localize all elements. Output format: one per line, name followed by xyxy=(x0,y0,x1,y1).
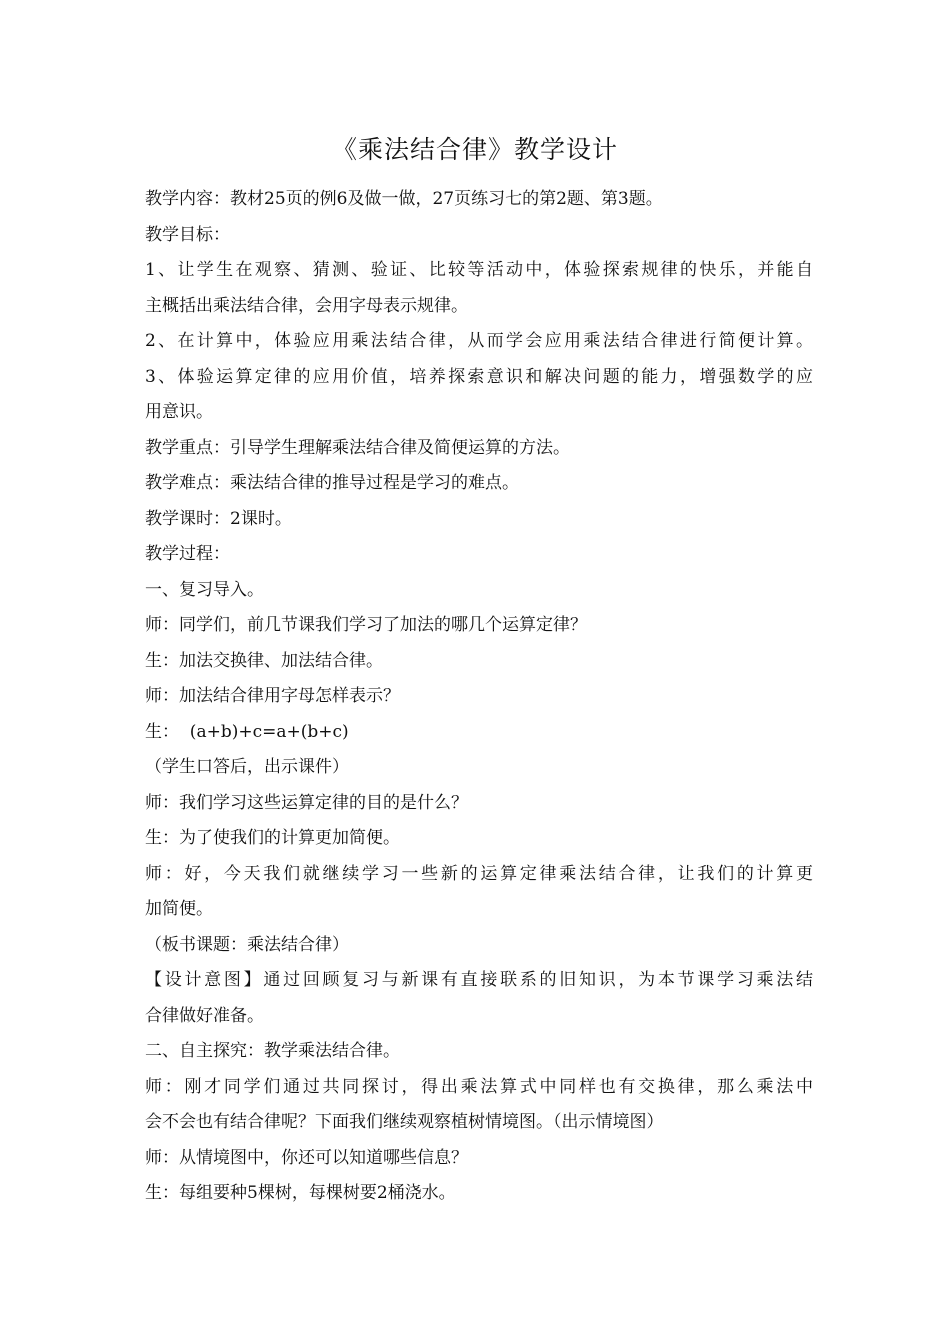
line-objective-3b: 用意识。 xyxy=(145,402,213,422)
line-design-intent: 【设计意图】通过回顾复习与新课有直接联系的旧知识，为本节课学习乘法结 xyxy=(145,970,813,990)
line-section-2-heading: 二、自主探究：教学乘法结合律。 xyxy=(145,1041,400,1061)
line-objective-3a: 3、体验运算定律的应用价值，培养探索意识和解决问题的能力，增强数学的应 xyxy=(145,366,813,387)
line-dialogue: 生：每组要种5棵树，每棵树要2桶浇水。 xyxy=(145,1183,456,1203)
line-formula: 生： (a+b)+c=a+(b+c) xyxy=(145,721,349,742)
line-dialogue: 生：加法交换律、加法结合律。 xyxy=(145,650,383,671)
line-key-points: 教学重点：引导学生理解乘法结合律及简便运算的方法。 xyxy=(145,437,570,458)
line-dialogue: 加简便。 xyxy=(145,899,213,919)
line-dialogue: 师：同学们，前几节课我们学习了加法的哪几个运算定律？ xyxy=(145,615,587,635)
line-difficulties: 教学难点：乘法结合律的推导过程是学习的难点。 xyxy=(145,473,519,493)
line-stage-note: （学生口答后，出示课件） xyxy=(145,757,349,777)
line-dialogue: 生：为了使我们的计算更加简便。 xyxy=(145,828,400,848)
line-objective-1b: 主概括出乘法结合律，会用字母表示规律。 xyxy=(145,295,468,316)
line-section-1-heading: 一、复习导入。 xyxy=(145,579,264,600)
line-dialogue: 师：刚才同学们通过共同探讨，得出乘法算式中同样也有交换律，那么乘法中 xyxy=(145,1076,813,1097)
line-objective-1a: 1、让学生在观察、猜测、验证、比较等活动中，体验探索规律的快乐，并能自 xyxy=(145,260,813,280)
line-design-intent: 合律做好准备。 xyxy=(145,1005,264,1026)
line-dialogue: 会不会也有结合律呢？下面我们继续观察植树情境图。（出示情境图） xyxy=(145,1112,664,1132)
line-teaching-content: 教学内容：教材25页的例6及做一做，27页练习七的第2题、第3题。 xyxy=(145,189,663,209)
line-dialogue: 师：加法结合律用字母怎样表示？ xyxy=(145,686,400,706)
line-class-hours: 教学课时：2课时。 xyxy=(145,508,292,529)
document-title: 《乘法结合律》教学设计 xyxy=(331,135,618,164)
line-dialogue: 师：从情境图中，你还可以知道哪些信息？ xyxy=(145,1147,468,1168)
document-body xyxy=(145,182,813,1212)
line-dialogue: 师：好，今天我们就继续学习一些新的运算定律乘法结合律，让我们的计算更 xyxy=(145,863,813,884)
line-process-heading: 教学过程： xyxy=(145,544,230,564)
line-objectives-heading: 教学目标： xyxy=(145,224,230,245)
line-board-note: （板书课题：乘法结合律） xyxy=(145,934,349,955)
line-dialogue: 师：我们学习这些运算定律的目的是什么？ xyxy=(145,792,468,813)
line-objective-2: 2、在计算中，体验应用乘法结合律，从而学会应用乘法结合律进行简便计算。 xyxy=(145,331,813,351)
